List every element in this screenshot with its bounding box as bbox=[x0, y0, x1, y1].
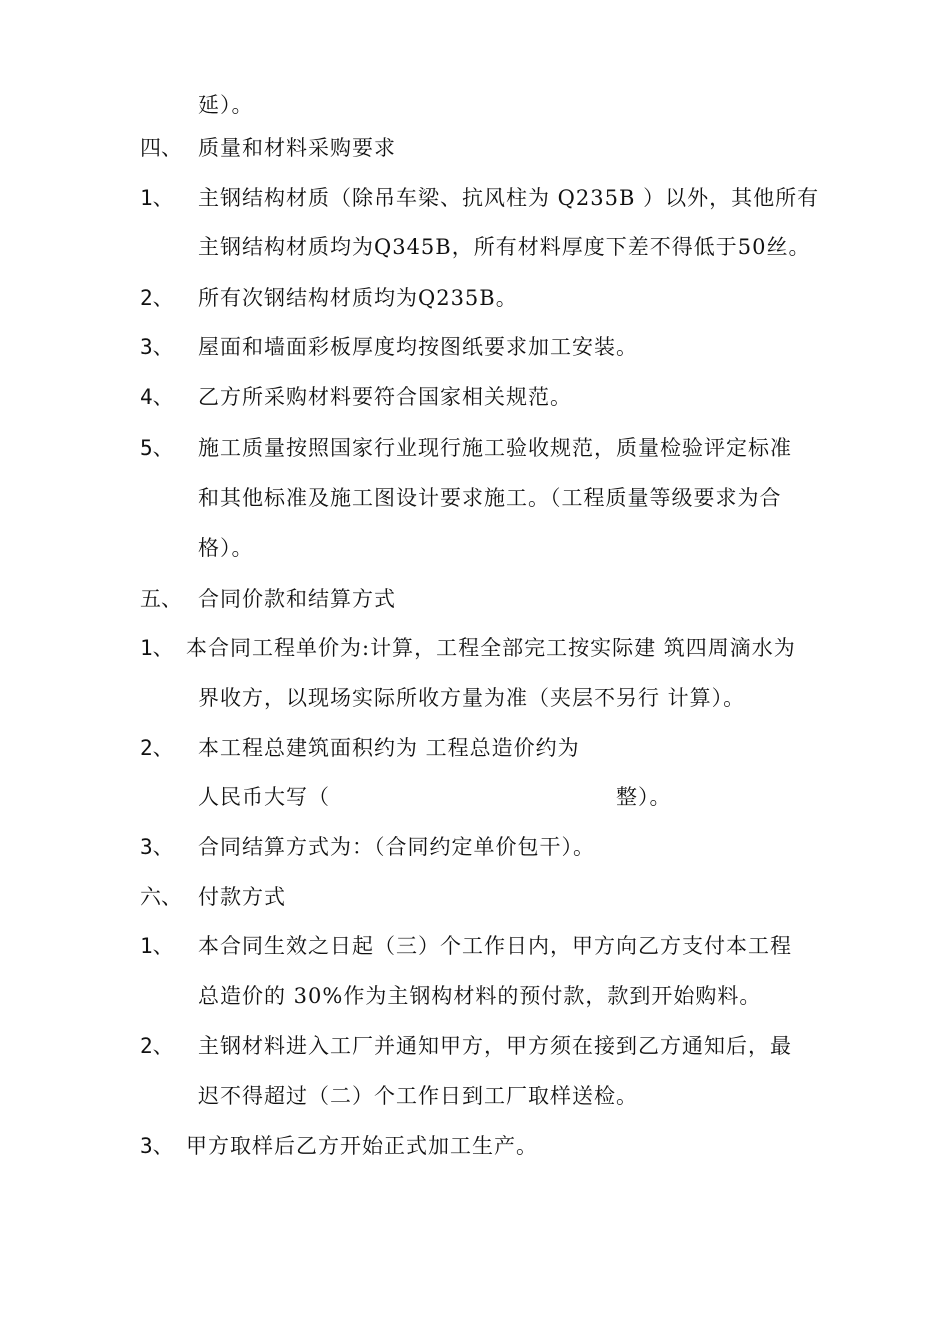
text-line: 整）。 bbox=[616, 785, 672, 809]
section-heading: 付款方式 bbox=[198, 885, 286, 909]
section-heading: 质量和材料采购要求 bbox=[198, 136, 396, 160]
text-line: 格）。 bbox=[198, 536, 254, 560]
item-number: 4、 bbox=[140, 385, 174, 409]
text-line: 延）。 bbox=[198, 93, 254, 117]
section-number: 五、 bbox=[140, 587, 182, 611]
item-number: 3、 bbox=[140, 335, 174, 359]
section-number: 六、 bbox=[140, 885, 182, 909]
text-line: 主钢结构材质（除吊车梁、抗风柱为 Q235B ）以外，其他所有 bbox=[198, 186, 820, 210]
item-number: 2、 bbox=[140, 1034, 174, 1058]
item-number: 1、 bbox=[140, 186, 174, 210]
section-number: 四、 bbox=[140, 136, 182, 160]
item-number: 1、 bbox=[140, 636, 174, 660]
text-line: 甲方取样后乙方开始正式加工生产。 bbox=[186, 1134, 538, 1158]
text-line: 迟不得超过（二）个工作日到工厂取样送检。 bbox=[198, 1084, 638, 1108]
text-line: 人民币大写（ bbox=[198, 785, 330, 809]
text-line: 屋面和墙面彩板厚度均按图纸要求加工安装。 bbox=[198, 335, 638, 359]
text-line: 本合同生效之日起（三）个工作日内，甲方向乙方支付本工程 bbox=[198, 934, 792, 958]
text-line: 合同结算方式为：（合同约定单价包干）。 bbox=[198, 835, 595, 859]
text-line: 总造价的 30%作为主钢构材料的预付款，款到开始购料。 bbox=[198, 984, 762, 1008]
item-number: 3、 bbox=[140, 1134, 174, 1158]
text-line: 乙方所采购材料要符合国家相关规范。 bbox=[198, 385, 572, 409]
text-line: 界收方，以现场实际所收方量为准（夹层不另行 计算）。 bbox=[198, 686, 746, 710]
text-line: 主钢结构材质均为Q345B，所有材料厚度下差不得低于50丝。 bbox=[198, 235, 811, 259]
section-heading: 合同价款和结算方式 bbox=[198, 587, 396, 611]
item-number: 2、 bbox=[140, 736, 174, 760]
text-line: 本工程总建筑面积约为 工程总造价约为 bbox=[198, 736, 580, 760]
text-line: 所有次钢结构材质均为Q235B。 bbox=[198, 286, 518, 310]
item-number: 2、 bbox=[140, 286, 174, 310]
text-line: 施工质量按照国家行业现行施工验收规范，质量检验评定标准 bbox=[198, 436, 792, 460]
text-line: 和其他标准及施工图设计要求施工。（工程质量等级要求为合 bbox=[198, 486, 782, 510]
text-line: 主钢材料进入工厂并通知甲方，甲方须在接到乙方通知后，最 bbox=[198, 1034, 792, 1058]
item-number: 1、 bbox=[140, 934, 174, 958]
text-line: 本合同工程单价为:计算，工程全部完工按实际建 筑四周滴水为 bbox=[186, 636, 796, 660]
item-number: 5、 bbox=[140, 436, 174, 460]
item-number: 3、 bbox=[140, 835, 174, 859]
